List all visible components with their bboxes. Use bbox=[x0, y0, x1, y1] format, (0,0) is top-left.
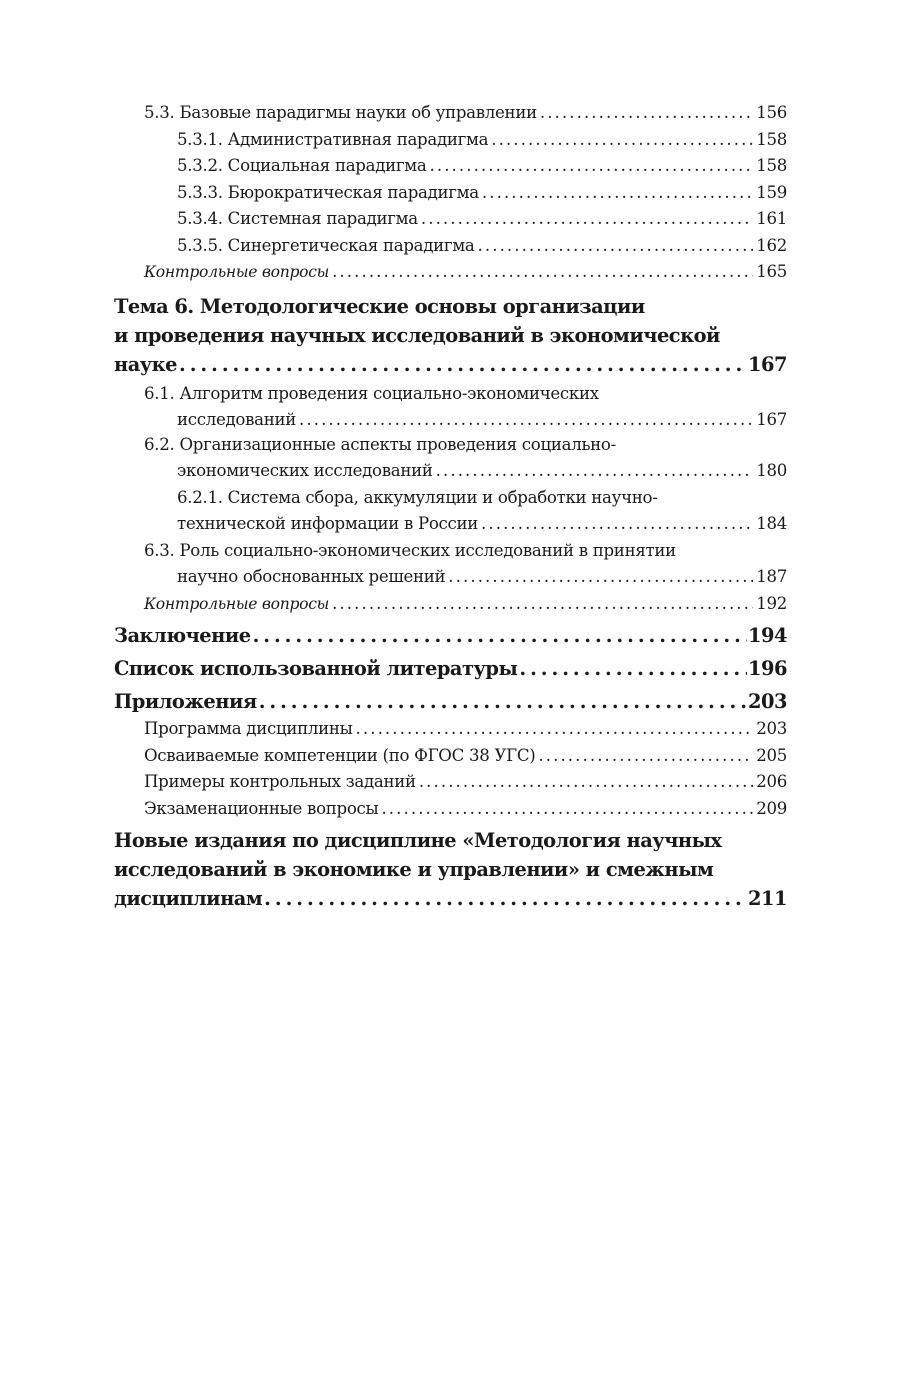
toc-page-number: 158 bbox=[756, 129, 787, 149]
toc-page-number: 205 bbox=[756, 745, 787, 765]
dot-leader bbox=[540, 100, 753, 127]
toc-entry-bibliography[interactable] bbox=[114, 654, 787, 683]
toc-page-number: 167 bbox=[756, 410, 787, 429]
toc-page-number: 196 bbox=[748, 657, 787, 680]
toc-entry-5-3-4[interactable] bbox=[177, 206, 787, 233]
toc-entry-control-questions-5[interactable] bbox=[144, 259, 787, 286]
toc-page-number: 167 bbox=[748, 352, 787, 376]
toc-entry-label: Примеры контрольных заданий bbox=[144, 772, 416, 791]
toc-entry-label-line-2: экономических исследований bbox=[177, 461, 433, 480]
toc-page-number: 159 bbox=[756, 182, 787, 202]
toc-page-number: 203 bbox=[756, 719, 787, 738]
toc-entry-label-line-1: 6.2. Организационные аспекты проведения социально- bbox=[144, 434, 616, 454]
toc-entry-tasks[interactable] bbox=[144, 769, 787, 796]
dot-leader bbox=[436, 458, 754, 485]
toc-page-number: 192 bbox=[756, 593, 787, 613]
dot-leader bbox=[430, 153, 754, 180]
toc-entry-label: Программа дисциплины bbox=[144, 719, 353, 738]
toc-entry-label: Контрольные вопросы bbox=[144, 594, 330, 613]
toc-page-number: 162 bbox=[756, 235, 787, 255]
toc-page-number: 184 bbox=[756, 514, 787, 533]
toc-entry-label: 5.3.5. Синергетическая парадигма bbox=[177, 235, 475, 255]
toc-page-number: 203 bbox=[748, 690, 787, 713]
table-of-contents bbox=[114, 100, 787, 915]
toc-entry-label-line-2: и проведения научных исследований в экономической bbox=[114, 323, 720, 347]
toc-entry-label: Осваиваемые компетенции (по ФГОС 38 УГС) bbox=[144, 745, 536, 765]
dot-leader bbox=[538, 743, 753, 770]
toc-page-number: 206 bbox=[756, 772, 787, 791]
toc-entry-appendix[interactable] bbox=[114, 687, 787, 716]
toc-entry-label: 5.3.1. Административная парадигма bbox=[177, 129, 489, 149]
toc-page-number: 187 bbox=[756, 567, 787, 586]
toc-entry-label: Контрольные вопросы bbox=[144, 263, 330, 281]
toc-entry-label-line-2: научно обоснованных решений bbox=[177, 567, 446, 586]
dot-leader bbox=[482, 180, 753, 207]
dot-leader bbox=[421, 206, 753, 233]
dot-leader bbox=[332, 591, 753, 618]
toc-entry-6-2[interactable] bbox=[144, 432, 787, 485]
dot-leader bbox=[264, 884, 747, 913]
dot-leader bbox=[519, 654, 747, 683]
toc-page-number: 180 bbox=[756, 461, 787, 480]
toc-page-number: 209 bbox=[756, 798, 787, 818]
dot-leader bbox=[478, 233, 754, 260]
dot-leader bbox=[481, 511, 753, 538]
toc-entry-label-line-1: 6.3. Роль социально-экономических исследований в принятии bbox=[144, 540, 676, 560]
toc-entry-label: Экзаменационные вопросы bbox=[144, 798, 379, 818]
toc-entry-label-line-2: технической информации в России bbox=[177, 514, 479, 533]
toc-entry-label: Заключение bbox=[114, 624, 251, 647]
toc-page-number: 211 bbox=[748, 887, 787, 910]
toc-page-number: 156 bbox=[756, 103, 787, 122]
toc-entry-label-line-1: Новые издания по дисциплине «Методология научных bbox=[114, 829, 722, 852]
dot-leader bbox=[179, 350, 747, 379]
dot-leader bbox=[381, 796, 753, 823]
dot-leader bbox=[491, 127, 753, 154]
toc-entry-new-editions[interactable] bbox=[114, 826, 787, 913]
dot-leader bbox=[419, 769, 753, 796]
toc-entry-6-3[interactable] bbox=[144, 538, 787, 591]
dot-leader bbox=[448, 564, 753, 591]
toc-page-number: 165 bbox=[756, 262, 787, 281]
toc-entry-label-line-1: 6.2.1. Система сбора, аккумуляции и обработки научно- bbox=[177, 487, 658, 507]
toc-entry-5-3-2[interactable] bbox=[177, 153, 787, 180]
toc-entry-theme-6[interactable] bbox=[114, 292, 787, 379]
toc-entry-label-line-3: науке bbox=[114, 352, 178, 376]
toc-entry-conclusion[interactable] bbox=[114, 621, 787, 650]
toc-entry-label-line-1: 6.1. Алгоритм проведения социально-экономических bbox=[144, 383, 599, 403]
toc-entry-5-3-5[interactable] bbox=[177, 233, 787, 260]
dot-leader bbox=[356, 716, 754, 743]
toc-entry-label: 5.3. Базовые парадигмы науки об управлении bbox=[144, 103, 537, 122]
toc-page-number: 158 bbox=[756, 156, 787, 175]
toc-entry-5-3[interactable] bbox=[144, 100, 787, 127]
dot-leader bbox=[299, 407, 753, 434]
toc-entry-label-line-1: Тема 6. Методологические основы организации bbox=[114, 294, 645, 318]
toc-entry-label: Приложения bbox=[114, 690, 257, 713]
toc-entry-label: 5.3.2. Социальная парадигма bbox=[177, 156, 427, 175]
toc-entry-label-line-2: исследований bbox=[177, 410, 297, 429]
toc-entry-label-line-3: дисциплинам bbox=[114, 887, 263, 910]
toc-entry-5-3-1[interactable] bbox=[177, 127, 787, 154]
toc-entry-program[interactable] bbox=[144, 716, 787, 743]
toc-entry-competences[interactable] bbox=[144, 743, 787, 770]
toc-entry-label: 5.3.4. Системная парадигма bbox=[177, 209, 418, 228]
toc-entry-label: Список использованной литературы bbox=[114, 657, 518, 680]
toc-entry-control-questions-6[interactable] bbox=[144, 591, 787, 618]
toc-entry-label-line-2: исследований в экономике и управлении» и смежным bbox=[114, 858, 714, 881]
toc-page-number: 161 bbox=[756, 209, 787, 228]
toc-entry-exam[interactable] bbox=[144, 796, 787, 823]
toc-entry-label: 5.3.3. Бюрократическая парадигма bbox=[177, 182, 479, 202]
dot-leader bbox=[259, 687, 747, 716]
toc-entry-6-1[interactable] bbox=[144, 381, 787, 434]
toc-entry-5-3-3[interactable] bbox=[177, 180, 787, 207]
toc-entry-6-2-1[interactable] bbox=[177, 485, 787, 538]
dot-leader bbox=[332, 259, 753, 286]
toc-page-number: 194 bbox=[748, 624, 787, 647]
dot-leader bbox=[253, 621, 747, 650]
